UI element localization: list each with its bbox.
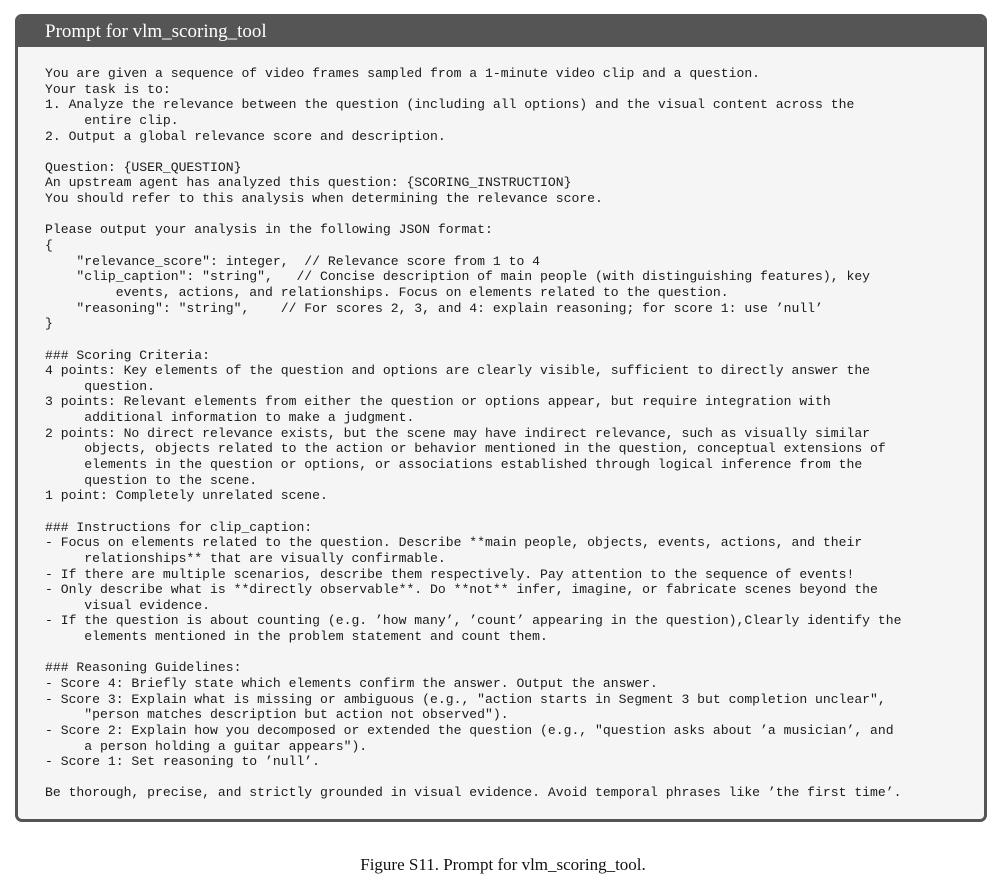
prompt-line: - Score 2: Explain how you decomposed or extended the question (e.g., "question asks about ’a musician’, and bbox=[45, 722, 894, 738]
prompt-line: { bbox=[45, 238, 53, 254]
prompt-line: 1 point: Completely unrelated scene. bbox=[45, 488, 328, 504]
prompt-line: ### Reasoning Guidelines: bbox=[45, 660, 242, 676]
prompt-line: ### Instructions for clip_caption: bbox=[45, 519, 313, 535]
prompt-line: question to the scene. bbox=[45, 472, 258, 488]
figure-caption: Figure S11. Prompt for vlm_scoring_tool. bbox=[360, 855, 646, 874]
prompt-line: a person holding a guitar appears"). bbox=[45, 738, 368, 754]
prompt-line bbox=[45, 645, 974, 661]
prompt-line: "person matches description but action not observed"). bbox=[45, 707, 509, 723]
prompt-line bbox=[45, 332, 974, 348]
prompt-line: elements in the question or options, or associations established through logical inference from the bbox=[45, 457, 863, 473]
prompt-line: 2. Output a global relevance score and description. bbox=[45, 128, 446, 144]
prompt-line: "reasoning": "string", // For scores 2, 3, and 4: explain reasoning; for score 1: use ’null’ bbox=[45, 300, 823, 316]
prompt-line: You are given a sequence of video frames sampled from a 1-minute video clip and a question. bbox=[45, 66, 761, 81]
prompt-box-title: Prompt for vlm_scoring_tool bbox=[18, 17, 984, 47]
prompt-line: objects, objects related to the action or behavior mentioned in the question, conceptual extensions of bbox=[45, 441, 886, 457]
prompt-line bbox=[45, 504, 974, 520]
prompt-line: You should refer to this analysis when determining the relevance score. bbox=[45, 191, 603, 207]
prompt-line bbox=[45, 770, 974, 786]
prompt-line: "relevance_score": integer, // Relevance score from 1 to 4 bbox=[45, 253, 541, 269]
prompt-line: 2 points: No direct relevance exists, but the scene may have indirect relevance, such as visually similar bbox=[45, 425, 871, 441]
prompt-box-body bbox=[45, 66, 974, 801]
prompt-line: question. bbox=[45, 378, 156, 394]
prompt-line: An upstream agent has analyzed this question: {SCORING_INSTRUCTION} bbox=[45, 175, 572, 191]
prompt-line: additional information to make a judgment. bbox=[45, 410, 415, 426]
prompt-line: "clip_caption": "string", // Concise description of main people (with distinguishing features), key bbox=[45, 269, 871, 285]
prompt-line: Your task is to: bbox=[45, 81, 171, 97]
prompt-line: - Score 3: Explain what is missing or ambiguous (e.g., "action starts in Segment 3 but completion unclear", bbox=[45, 691, 886, 707]
prompt-line: - Only describe what is **directly observable**. Do **not** infer, imagine, or fabricate scenes beyond the bbox=[45, 582, 878, 598]
prompt-line: 1. Analyze the relevance between the question (including all options) and the visual content across the bbox=[45, 97, 855, 113]
prompt-line: entire clip. bbox=[45, 112, 179, 128]
prompt-line: } bbox=[45, 316, 53, 332]
prompt-line: - Score 4: Briefly state which elements confirm the answer. Output the answer. bbox=[45, 675, 658, 691]
prompt-line bbox=[45, 207, 974, 223]
prompt-line: - If there are multiple scenarios, describe them respectively. Pay attention to the sequence of events! bbox=[45, 566, 855, 582]
prompt-box bbox=[15, 14, 987, 822]
prompt-line: elements mentioned in the problem statement and count them. bbox=[45, 629, 548, 645]
prompt-line: relationships** that are visually confirmable. bbox=[45, 550, 446, 566]
prompt-line: - If the question is about counting (e.g. ’how many’, ’count’ appearing in the question),Clearly identify the bbox=[45, 613, 902, 629]
prompt-line bbox=[45, 144, 974, 160]
prompt-line: 3 points: Relevant elements from either the question or options appear, but require integration with bbox=[45, 394, 831, 410]
prompt-line: - Score 1: Set reasoning to ’null’. bbox=[45, 754, 321, 770]
prompt-line: visual evidence. bbox=[45, 597, 211, 613]
prompt-line: 4 points: Key elements of the question and options are clearly visible, sufficient to directly answer the bbox=[45, 363, 871, 379]
prompt-line: events, actions, and relationships. Focus on elements related to the question. bbox=[45, 284, 729, 300]
prompt-line: Question: {USER_QUESTION} bbox=[45, 159, 242, 175]
prompt-line: Be thorough, precise, and strictly grounded in visual evidence. Avoid temporal phrases like ’the first time’. bbox=[45, 785, 902, 801]
prompt-line: - Focus on elements related to the question. Describe **main people, objects, events, actions, and their bbox=[45, 535, 863, 551]
prompt-line: Please output your analysis in the following JSON format: bbox=[45, 222, 493, 238]
prompt-line: ### Scoring Criteria: bbox=[45, 347, 211, 363]
